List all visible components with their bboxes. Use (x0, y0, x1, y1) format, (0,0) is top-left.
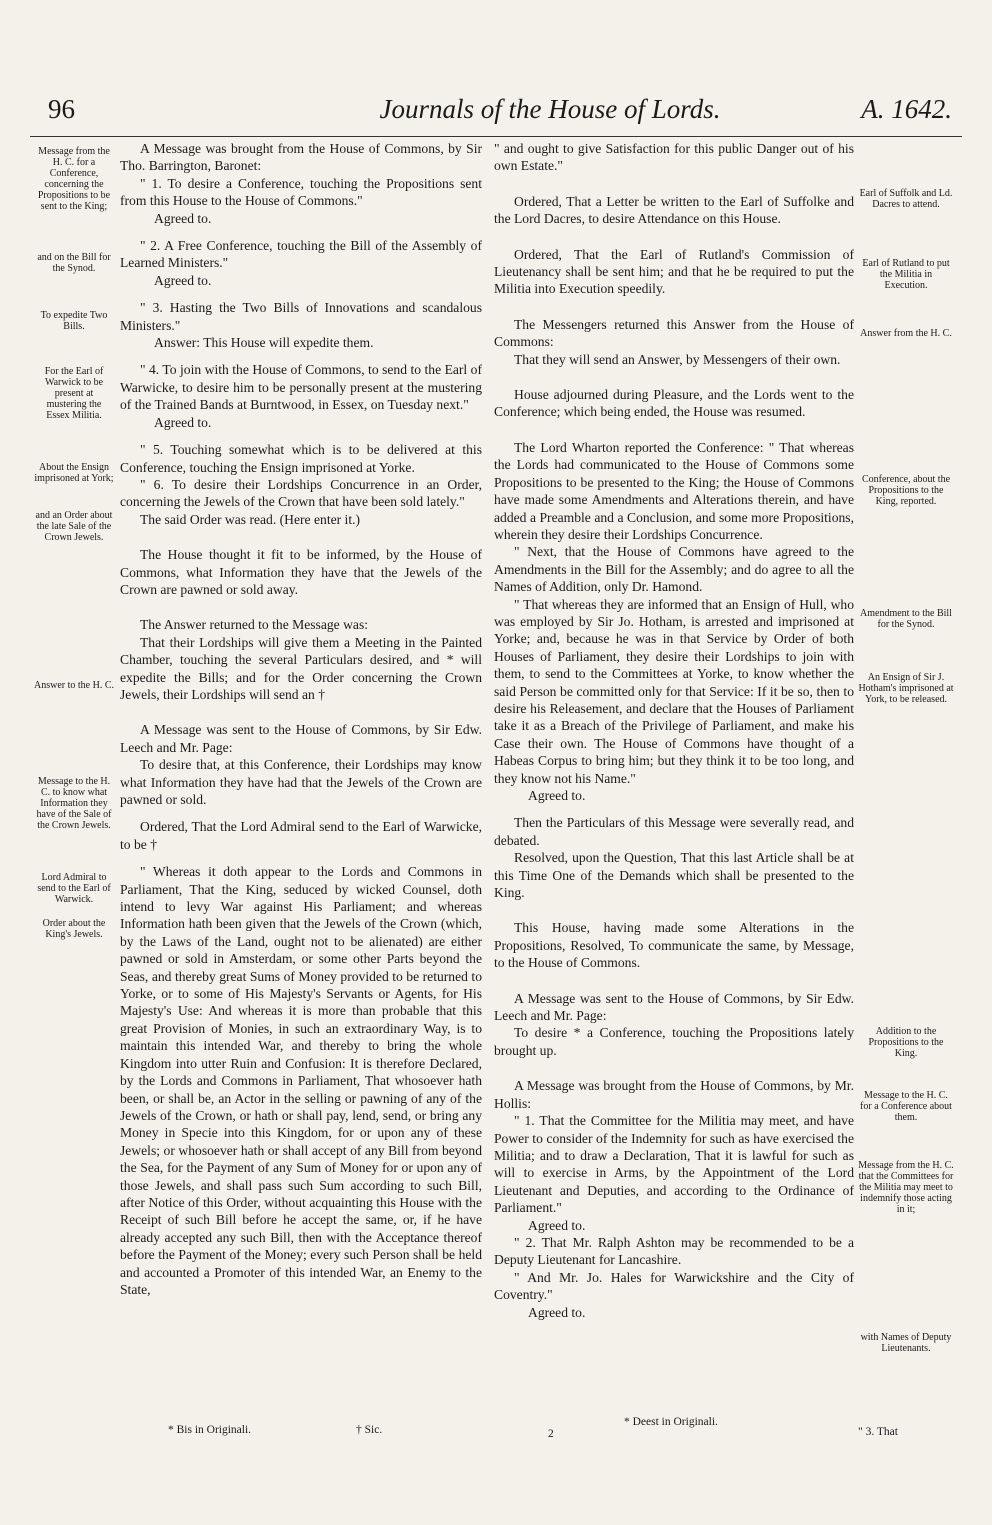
journal-year: A. 1642. (861, 94, 952, 124)
margin-note: Message to the H. C. for a Conference about them. (860, 1090, 952, 1123)
page-header (30, 94, 970, 136)
margin-note: Lord Admiral to send to the Earl of Warwick. (37, 872, 111, 905)
margin-note: Earl of Rutland to put the Militia in Execution. (862, 258, 950, 291)
page-number: 96 (48, 94, 75, 124)
signature-mark: 2 (548, 1428, 554, 1440)
paragraph: " and ought to give Satisfaction for this public Danger out of his own Estate." (494, 141, 854, 174)
paragraph: " 4. To join with the House of Commons, to send to the Earl of Warwicke, to desire him to be personally present at the mustering of the Trained Bands at Burntwood, in Essex, on Tuesday next." (120, 362, 482, 413)
margin-note: About the Ensign imprisoned at York; (34, 462, 114, 484)
paragraph: A Message was sent to the House of Commons, by Sir Edw. Leech and Mr. Page: (120, 722, 482, 755)
paragraph: To desire that, at this Conference, their Lordships may know what Information they have had that the Jewels of the Crown are pawned or sold. (120, 757, 482, 807)
journal-title: Journals of the House of Lords. (379, 94, 721, 124)
margin-note: For the Earl of Warwick to be present at mustering the Essex Militia. (44, 366, 104, 421)
paragraph: " 2. That Mr. Ralph Ashton may be recommended to be a Deputy Lieutenant for Lancashire. (494, 1234, 854, 1268)
margin-note: Order about the King's Jewels. (42, 918, 106, 940)
footnote: † Sic. (356, 1424, 383, 1436)
margin-note: To expedite Two Bills. (40, 310, 108, 332)
margin-note: Conference, about the Propositions to the King, reported. (861, 474, 951, 507)
margin-note: Message from the H. C. that the Committees for the Militia may meet to indemnify those acting in it; (858, 1160, 954, 1215)
catchword: " 3. That (858, 1426, 898, 1438)
paragraph: A Message was brought from the House of Commons, by Sir Tho. Barrington, Baronet: (120, 141, 482, 174)
paragraph: " 6. To desire their Lordships Concurrence in an Order, concerning the Jewels of the Crown that have been sold lately." (120, 476, 482, 510)
paragraph: " 2. A Free Conference, touching the Bill of the Assembly of Learned Ministers." (120, 238, 482, 271)
agreed-line: Agreed to. (528, 788, 586, 803)
answer-line: Answer: This House will expedite them. (154, 335, 374, 351)
paragraph: " 1. To desire a Conference, touching the Propositions sent from this House to the House of Commons." (120, 175, 482, 209)
agreed-line: Agreed to. (528, 1217, 586, 1233)
paragraph: The Messengers returned this Answer from the House of Commons: (494, 316, 854, 350)
agreed-line: Agreed to. (528, 1304, 586, 1320)
margin-note: Answer to the H. C. (34, 680, 114, 691)
paragraph: A Message was sent to the House of Commons, by Sir Edw. Leech and Mr. Page: (494, 990, 854, 1024)
order-text: " Whereas it doth appear to the Lords and Commons in Parliament, That the King, seduced by wicked Counsel, doth intend to levy War against His Parliament; and whereas Information hath been given that the Jewels of the Crown (which, by the Laws of the Land, ought not to be alienated) are either pawned or sold in Amsterdam, or some other Parts beyond the Seas, and thereby great Sums of Money provided to be returned to Yorke, or to some of His Majesty's Servants or Agents, for His Majesty's Use: And whereas it is more than probable that this great Provision of Monies, in such an extraordinary Way, is to maintain this intended War, and thereby to bring the whole Kingdom into utter Ruin and Confusion: It is therefore Declared, by the Lords and Commons in Parliament, That whosoever hath been, or shall be, an Actor in the selling or pawning of any of the Jewels of the Crown, or hath or shall pay, lend, send, or bring any Money in Specie into this Kingdom, for or upon any of these Jewels; or whosoever hath or shall accept of any Bill from beyond the Sea, for the Payment of any Sum of Money for or upon any of those Jewels, and shall pass such Sum according to such Bill, after Notice of this Order, without acquainting this House with the Receipt of such Bill before he accept the same, or, if he have already accepted any such Bill, then with the Acceptance thereof before the Payment of the Money; every such Person shall be held and accounted a Promoter of this intended War, an Enemy to the State, (120, 864, 482, 1297)
paragraph: " That whereas they are informed that an Ensign of Hull, who was employed by Sir Jo. Hotham, is arrested and imprisoned at Yorke; and, because he was in that Service by Order of both Houses of Parliament, they desire their Lordships to join with them, to send to the Committees at Yorke, to know whether the said Person be committed only for that Service: If it be so, then to desire his Releasement, and declare that the Houses of Parliament take it as a Breach of the Privilege of Parliament, and make his Case their own. The House of Commons have thought of a Habeas Corpus to bring him; but they think it to be too long, and they know not his Name." (494, 596, 854, 786)
margin-note: Earl of Suffolk and Ld. Dacres to attend. (859, 188, 953, 210)
paragraph: " Next, that the House of Commons have agreed to the Amendments in the Bill for the Assembly; and do agree to all the Names of Addition, only Dr. Hamond. (494, 544, 854, 595)
agreed-line: Agreed to. (154, 414, 212, 430)
paragraph: Resolved, upon the Question, That this last Article shall be at this Time One of the Demands which shall be presented to the King. (494, 850, 854, 901)
margin-note: Message from the H. C. for a Conference, concerning the Propositions to be sent to the King; (37, 146, 111, 212)
paragraph: " And Mr. Jo. Hales for Warwickshire and the City of Coventry." (494, 1269, 854, 1303)
margin-note: Amendment to the Bill for the Synod. (860, 608, 952, 630)
margin-note: and an Order about the late Sale of the Crown Jewels. (35, 510, 113, 543)
margin-note: Answer from the H. C. (860, 328, 952, 339)
paragraph: The said Order was read. (Here enter it.) (140, 511, 361, 527)
margin-note: Message to the H. C. to know what Information they have of the Sale of the Crown Jewels. (36, 776, 112, 831)
paragraph: The House thought it fit to be informed, by the House of Commons, what Information they have that the Jewels of the Crown are pawned or sold away. (120, 547, 482, 597)
paragraph: A Message was brought from the House of Commons, by Mr. Hollis: (494, 1078, 854, 1111)
paragraph: That their Lordships will give them a Meeting in the Painted Chamber, touching the several Particulars desired, and * will expedite the Bills; and for the Order concerning the Crown Jewels, their Lordships will send an † (120, 634, 482, 702)
paragraph: " 5. Touching somewhat which is to be delivered at this Conference, touching the Ensign imprisoned at Yorke. (120, 442, 482, 475)
footnote: * Deest in Originali. (624, 1416, 718, 1428)
paragraph: House adjourned during Pleasure, and the Lords went to the Conference; which being ended, the House was resumed. (494, 387, 854, 420)
header-rule (30, 136, 962, 137)
paragraph: That they will send an Answer, by Messengers of their own. (514, 351, 841, 367)
margin-note: and on the Bill for the Synod. (37, 252, 111, 274)
paragraph: Ordered, That a Letter be written to the Earl of Suffolke and the Lord Dacres, to desire Attendance on this House. (494, 193, 854, 227)
paragraph: The Answer returned to the Message was: (140, 617, 369, 633)
left-column (120, 140, 482, 1298)
agreed-line: Agreed to. (154, 210, 212, 226)
paragraph: Ordered, That the Lord Admiral send to the Earl of Warwicke, to be † (120, 819, 482, 852)
paragraph: " 3. Hasting the Two Bills of Innovations and scandalous Ministers." (120, 300, 482, 333)
paragraph: " 1. That the Committee for the Militia may meet, and have Power to consider of the Indemnity for such as have exercised the Militia; and to draw a Declaration, That it is lawful for such as will to exercise in Arms, by the Appointment of the Lord Lieutenant and Deputies, and according to the Ordinance of Parliament." (494, 1113, 854, 1216)
paragraph: The Lord Wharton reported the Conference: " That whereas the Lords had communicated to the House of Commons some Propositions to be presented to the King; the House of Commons have made some Amendments and Alterations therein, and have added a Preamble and a Conclusion, and some more Propositions, wherein they desire their Lordships Concurrence. (494, 439, 854, 542)
agreed-line: Agreed to. (154, 272, 212, 288)
margin-note: Addition to the Propositions to the King. (868, 1026, 944, 1059)
paragraph: To desire * a Conference, touching the Propositions lately brought up. (494, 1025, 854, 1058)
paragraph: This House, having made some Alterations in the Propositions, Resolved, To communicate the same, by Message, to the House of Commons. (494, 920, 854, 971)
right-column (494, 140, 854, 1321)
margin-note: with Names of Deputy Lieutenants. (860, 1332, 952, 1354)
footnote: * Bis in Originali. (168, 1424, 252, 1436)
paragraph: Then the Particulars of this Message were severally read, and debated. (494, 815, 854, 848)
margin-note: An Ensign of Sir J. Hotham's imprisoned at York, to be released. (858, 672, 954, 705)
paragraph: Ordered, That the Earl of Rutland's Commission of Lieutenancy shall be sent him; and that he be required to put the Militia into Execution speedily. (494, 246, 854, 297)
